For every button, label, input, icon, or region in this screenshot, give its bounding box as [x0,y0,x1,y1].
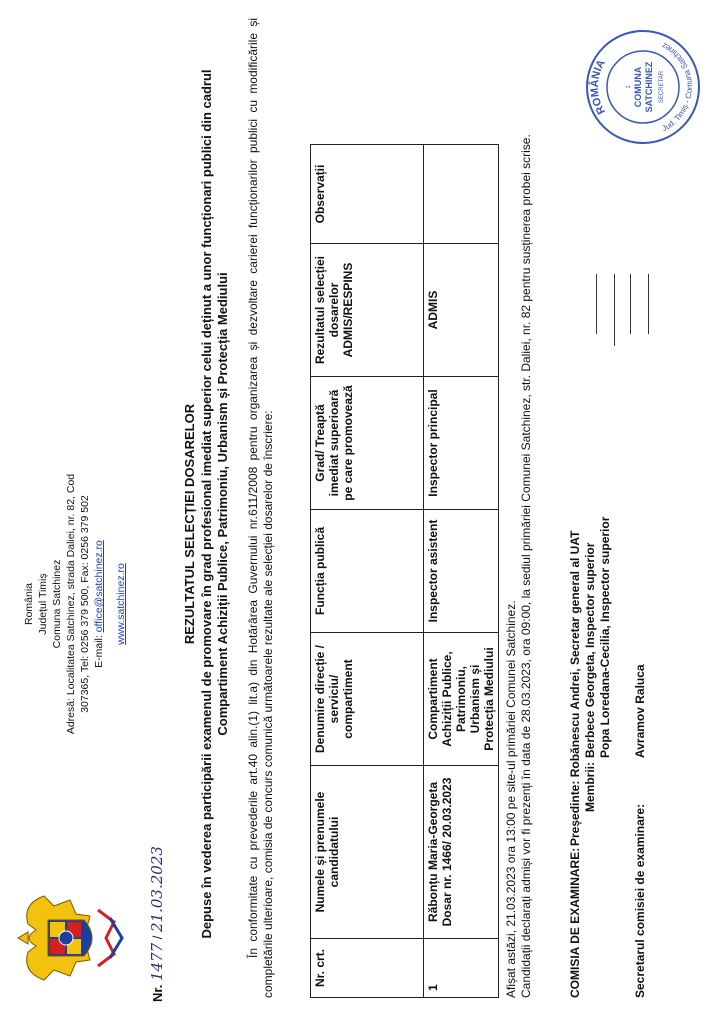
signature-line-secretary [648,274,649,334]
email-link[interactable]: office@satchinez.ro [93,540,105,633]
commission-label: COMISIA DE EXAMINARE: [568,847,582,998]
cell-function: Inspector asistent [424,510,499,633]
candidate-name: Răbonțu Maria-Georgeta [426,782,440,923]
cell-department: Compartiment Achiziții Publice, Patrimoniu, Urbanism și Protecția Mediului [424,633,499,766]
cell-notes [424,145,499,244]
signature-line-member [630,274,631,334]
president-role: Președinte: [568,780,582,846]
signature-line-president [596,274,597,334]
member-name: Popa Loredana-Cecilia, Inspector superior [598,516,612,758]
secretary-label: Secretarul comisiei de examinare: [633,803,647,998]
official-stamp [584,28,702,146]
header-nr: Nr. crt. [311,939,424,998]
notice-line: Candidații declarați admiși vor fi prezenți în data de 28.03.2023, ora 09:00, la sediul primăriei Comunei Satchinez, str. Daliei, nr. 82 pentru susținerea probei scrise. [519,134,533,998]
results-table [310,144,499,998]
stamp-secretary-text: SECRETAR [659,70,665,104]
cell-grade: Inspector principal [424,377,499,510]
stamp-middle-line1: COMUNA [633,66,643,108]
posting-notes [504,18,534,998]
commission-block [568,517,613,998]
table-row [424,145,499,998]
cell-nr: 1 [424,939,499,998]
registration-separator: / [150,935,165,940]
registration-number [148,846,166,1002]
document-subtitle: Depuse în vederea participării examenul de promovare în grad profesional imediat superior celui deținut a unor funcționari publici din cadrul Compartiment Achiziții Publice, Patrimoniu, Urbanism și Protecția Mediului [199,69,230,939]
stamp-inner-ring [607,51,679,123]
stamp-top-text: ROMÂNIA [588,57,608,117]
commission-member-row [598,517,613,998]
coat-of-arms-logo [14,890,126,986]
header-candidate: Numele și prenumele candidatului [311,766,424,939]
registration-number-handwritten: 1477 [148,942,166,982]
cell-result: ADMIS [424,244,499,377]
table-header-row [311,145,424,998]
header-result: Rezultatul selecției dosarelor ADMIS/RESPINS [311,244,424,377]
commission-president-row [568,517,583,998]
website-row [114,364,128,844]
registration-date-handwritten: 21.03.2023 [148,846,166,932]
member-name: Berbece Georgeta, Inspector superior [583,542,597,758]
header-notes: Observații [311,145,424,244]
letterhead-county: Județul Timiș [37,573,49,635]
header-function: Funcția publică [311,510,424,633]
header-department: Denumire direcție / serviciu/ compartiment [311,633,424,766]
commission-member-row [583,517,598,998]
letterhead [22,364,128,844]
letterhead-email-row [92,364,106,844]
letterhead-country: România [23,582,35,626]
stamp-bottom-text: Jud. Timiș - Comuna Satchinez [660,40,695,134]
posted-line: Afișat astăzi, 21.03.2023 ora 13:00 pe site-ul primăriei Comunei Satchinez. [504,600,518,998]
president-name: Robănescu Andrei, Secretar general al UAT [568,530,582,778]
stamp-middle-line2: SATCHINEZ [644,61,654,113]
stamp-outer-ring [587,31,699,143]
candidate-dosar: Dosar nr. 1466/ 20.03.2023 [440,777,454,927]
letterhead-address-line1: Adresă: Localitatea Satchinez, strada Daliei, nr. 82, Cod [65,473,77,735]
website-link[interactable]: www.satchinez.ro [115,563,127,645]
signature-line-member [614,274,615,346]
stamp-number: 1 [626,85,632,89]
letterhead-commune: Comuna Satchinez [51,559,63,649]
header-grade: Grad/ Treaptă imediat superioară pe care promovează [311,377,424,510]
secretary-name: Avramov Raluca [633,664,647,758]
letterhead-address-line2: 307365, Tel: 0256 379 500, Fax: 0256 379 502 [79,495,91,713]
members-role: Membrii: [583,762,597,813]
registration-label: Nr. [150,984,165,1002]
cell-candidate [424,766,499,939]
email-label: E-mail: [93,632,105,668]
secretary-row [633,664,647,998]
intro-paragraph: În conformitate cu prevederile art.40 alin.(1) lit.a) din Hotărârea Guvernului nr.611/2008 pentru organizarea și dezvoltare carierei funcționarilor publici cu modificările și completările ulterioare, comisia de concurs comunică următoarele rezultate ale selecției dosarelor de înscriere: [246,18,275,998]
document-title: REZULTATUL SELECȚIEI DOSARELOR [182,403,197,645]
